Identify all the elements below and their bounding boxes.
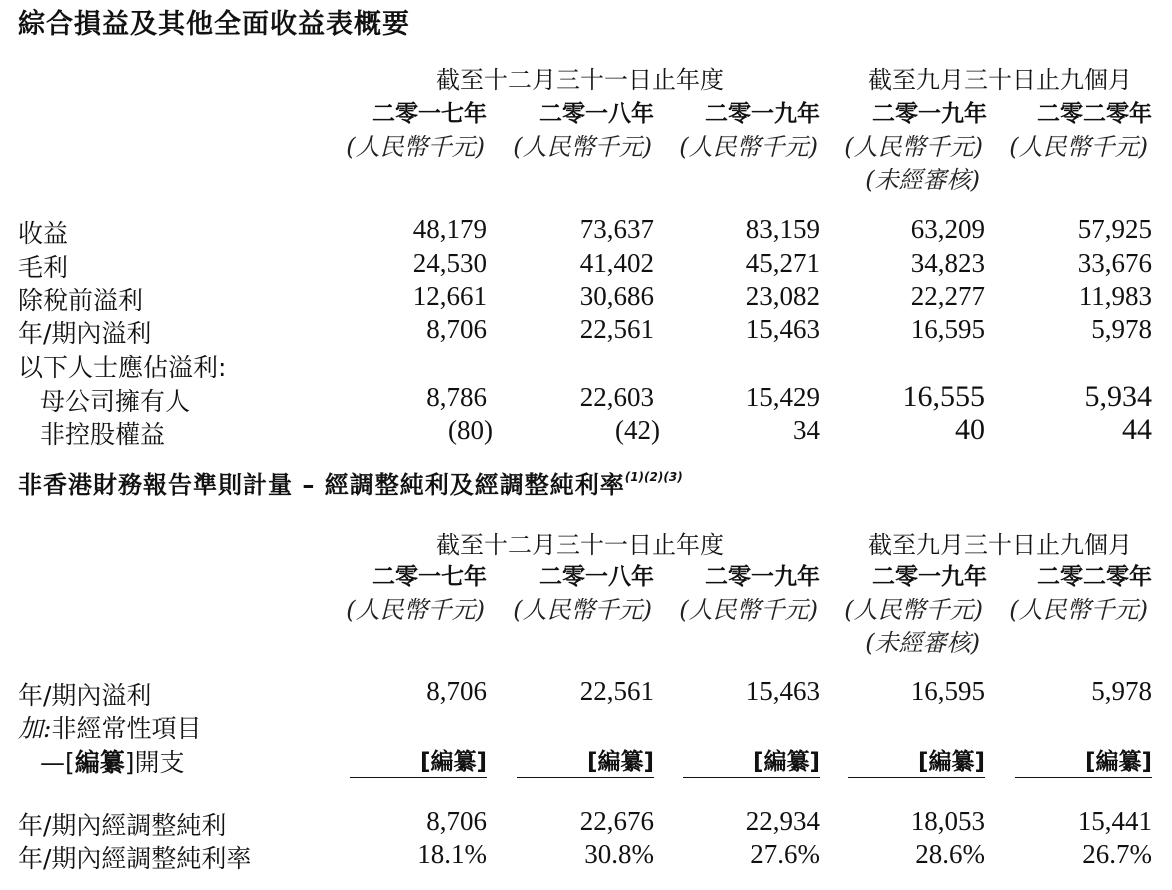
cell-value: 48,179 [412, 214, 487, 244]
header-period-2019: 二零一九年 [872, 101, 987, 127]
cell-value: 15,463 [745, 314, 820, 344]
cell-value: 15,429 [745, 382, 820, 412]
section-title-text: 非香港財務報告準則計量 – 經調整純利及經調整純利率 [18, 471, 625, 499]
header-group-years: 截至十二月三十一日止年度 [436, 66, 724, 94]
cell-value: 33,676 [1077, 248, 1152, 278]
cell-value: 41,402 [579, 248, 654, 278]
header-year-2019: 二零一九年 [705, 101, 820, 127]
add-label: 非經常性項目 [51, 714, 202, 743]
cell-value: 16,555 [902, 380, 985, 413]
header-unit: (人民幣千元) [513, 133, 652, 161]
cell-value: 22,561 [579, 676, 654, 706]
cell-value: 40 [955, 413, 985, 446]
row-label-profit-before-tax: 除稅前溢利 [18, 286, 144, 315]
header-unit: (人民幣千元) [679, 133, 818, 161]
row-label-revenue: 收益 [18, 219, 69, 248]
cell-value: 30,686 [579, 281, 654, 311]
header-unit: (人民幣千元) [1009, 133, 1148, 161]
cell-value: 30.8% [584, 839, 654, 869]
cell-redacted: [編纂] [586, 749, 654, 775]
row-label-add-non-recurring [18, 709, 201, 745]
cell-value: 83,159 [745, 214, 820, 244]
header-year-2019: 二零一九年 [705, 564, 820, 590]
header-unit: (人民幣千元) [1009, 596, 1148, 624]
cell-value: (42) [615, 415, 660, 445]
cell-value: 63,209 [910, 214, 985, 244]
row-label-profit-for-period: 年/期內溢利 [18, 681, 152, 710]
cell-value: 22,676 [579, 806, 654, 836]
cell-redacted: [編纂] [752, 749, 820, 775]
cell-value: 5,978 [1091, 314, 1152, 344]
row-label-attributable-to: 以下人士應佔溢利: [18, 353, 227, 382]
row-label-owners-of-parent: 母公司擁有人 [40, 387, 191, 416]
cell-value: 22,603 [579, 382, 654, 412]
header-unaudited: (未經審核) [865, 629, 980, 657]
redacted-pre: —[ [40, 748, 75, 777]
cell-value: 23,082 [745, 281, 820, 311]
cell-value: 8,706 [426, 314, 487, 344]
redacted-post: ]開支 [124, 748, 185, 777]
header-period-2020: 二零二零年 [1037, 564, 1152, 590]
section-title-non-hkfrs [18, 465, 683, 500]
header-year-2017: 二零一七年 [372, 101, 487, 127]
row-label-redacted-expenses [40, 743, 185, 779]
subtotal-rule [517, 777, 654, 778]
cell-value: 5,978 [1091, 676, 1152, 706]
cell-value: 8,786 [426, 382, 487, 412]
cell-value: 27.6% [750, 839, 820, 869]
header-unit: (人民幣千元) [346, 596, 485, 624]
cell-value: 16,595 [910, 314, 985, 344]
cell-value: 15,441 [1077, 806, 1152, 836]
add-prefix: 加: [18, 714, 52, 743]
cell-value: 18.1% [417, 839, 487, 869]
header-year-2018: 二零一八年 [539, 564, 654, 590]
cell-value: 12,661 [412, 281, 487, 311]
cell-value: 73,637 [579, 214, 654, 244]
redacted-mid: 編纂 [74, 748, 125, 777]
header-group-years: 截至十二月三十一日止年度 [436, 531, 724, 559]
footnote-refs: (1)(2)(3) [624, 470, 683, 484]
header-unaudited: (未經審核) [865, 166, 980, 194]
row-label-profit-for-period: 年/期內溢利 [18, 319, 152, 348]
subtotal-rule [350, 777, 487, 778]
cell-value: 8,706 [426, 676, 487, 706]
header-period-2020: 二零二零年 [1037, 101, 1152, 127]
cell-redacted: [編纂] [1084, 749, 1152, 775]
header-unit: (人民幣千元) [346, 133, 485, 161]
header-group-nine-months: 截至九月三十日止九個月 [868, 66, 1132, 94]
cell-value: 57,925 [1077, 214, 1152, 244]
subtotal-rule [848, 777, 985, 778]
cell-value: 22,934 [745, 806, 820, 836]
cell-value: 28.6% [915, 839, 985, 869]
cell-value: 34,823 [910, 248, 985, 278]
header-unit: (人民幣千元) [844, 596, 983, 624]
cell-value: 44 [1122, 413, 1152, 446]
cell-redacted: [編纂] [917, 749, 985, 775]
header-unit: (人民幣千元) [844, 133, 983, 161]
subtotal-rule [683, 777, 820, 778]
cell-value: (80) [448, 415, 493, 445]
cell-value: 11,983 [1078, 281, 1152, 311]
row-label-gross-profit: 毛利 [18, 253, 69, 282]
section-title-income-statement: 綜合損益及其他全面收益表概要 [18, 9, 410, 40]
cell-value: 22,561 [579, 314, 654, 344]
header-unit: (人民幣千元) [679, 596, 818, 624]
cell-value: 26.7% [1082, 839, 1152, 869]
cell-value: 5,934 [1084, 380, 1152, 413]
subtotal-rule [1015, 777, 1152, 778]
cell-value: 16,595 [910, 676, 985, 706]
cell-value: 34 [793, 415, 820, 445]
cell-value: 18,053 [910, 806, 985, 836]
header-group-nine-months: 截至九月三十日止九個月 [868, 531, 1132, 559]
cell-value: 8,706 [426, 806, 487, 836]
cell-value: 15,463 [745, 676, 820, 706]
header-year-2017: 二零一七年 [372, 564, 487, 590]
cell-value: 24,530 [412, 248, 487, 278]
header-period-2019: 二零一九年 [872, 564, 987, 590]
cell-redacted: [編纂] [419, 749, 487, 775]
header-year-2018: 二零一八年 [539, 101, 654, 127]
row-label-non-controlling-interests: 非控股權益 [40, 420, 166, 449]
cell-value: 45,271 [745, 248, 820, 278]
header-unit: (人民幣千元) [513, 596, 652, 624]
row-label-adjusted-net-margin: 年/期內經調整純利率 [18, 844, 252, 873]
cell-value: 22,277 [910, 281, 985, 311]
row-label-adjusted-net-profit: 年/期內經調整純利 [18, 811, 227, 840]
